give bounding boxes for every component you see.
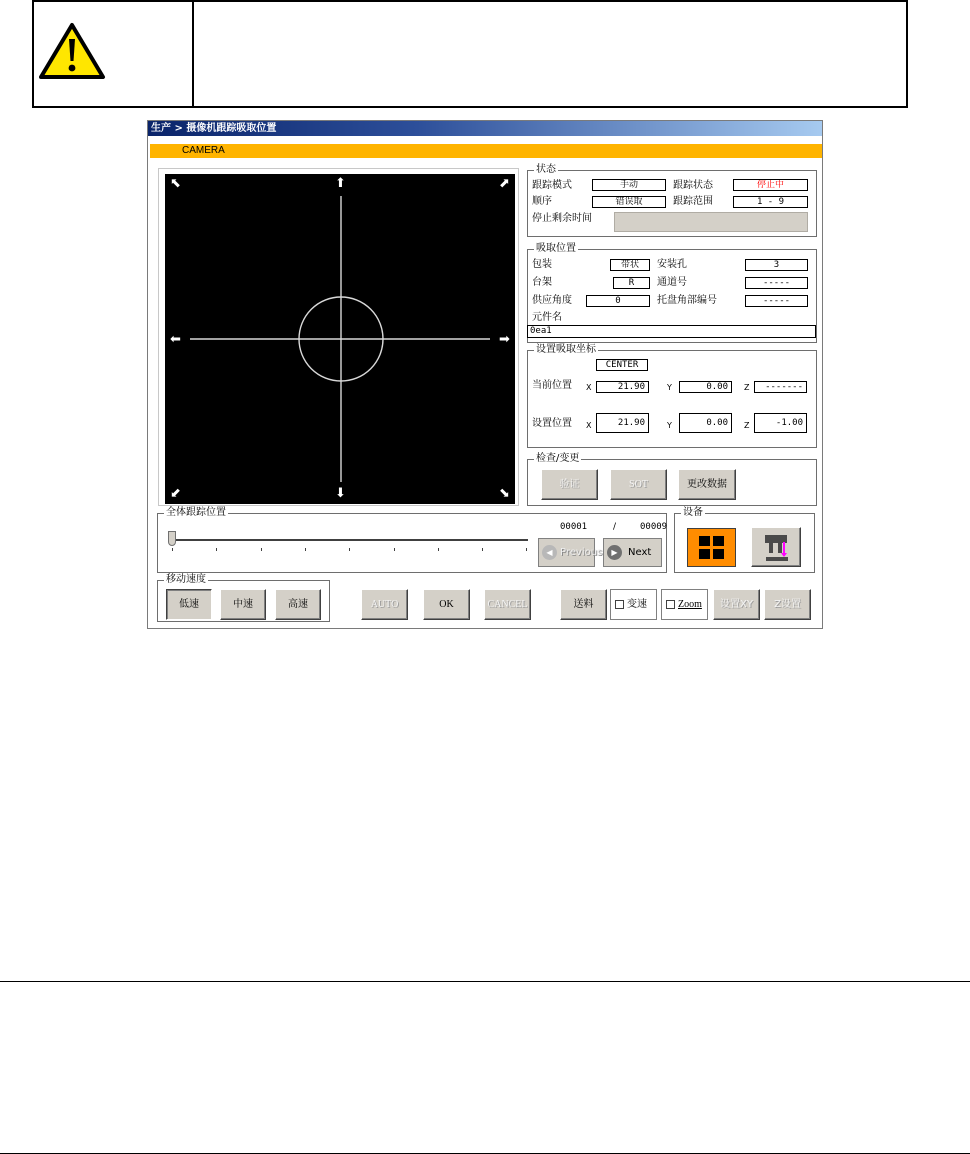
mount-hole-value: 3 (745, 259, 808, 271)
set-y-axis-label: Y (667, 421, 672, 430)
change-data-button[interactable]: 更改数据 (678, 469, 736, 500)
tracking-total: 00009 (640, 522, 668, 532)
tracking-slider-tick (261, 548, 262, 551)
tray-corner-value: ----- (745, 295, 808, 307)
move-right-icon[interactable]: ➡ (499, 332, 510, 347)
overall-tracking-title: 全体跟踪位置 (166, 507, 226, 518)
tracking-slider-tick (172, 548, 173, 551)
tracking-slider-thumb[interactable] (168, 531, 176, 546)
center-value: CENTER (596, 359, 648, 371)
order-value: 错误取 (592, 196, 666, 208)
set-z-button[interactable]: Z设置 (764, 589, 811, 620)
ok-button[interactable]: OK (423, 589, 470, 620)
warning-box (32, 0, 908, 108)
set-z-axis-label: Z (744, 421, 750, 430)
move-down-left-icon[interactable]: ⬋ (170, 486, 181, 501)
remaining-time-label: 停止剩余时间 (532, 213, 592, 224)
high-speed-button[interactable]: 高速 (275, 589, 321, 620)
rack-label: 台架 (532, 277, 552, 288)
channel-label: 通道号 (657, 277, 687, 288)
remaining-time-value (614, 212, 808, 232)
tracking-state-value: 停止中 (733, 179, 808, 191)
current-y-value: 0.00 (679, 381, 732, 393)
mount-hole-label: 安装孔 (657, 259, 687, 270)
tracking-range-label: 跟踪范围 (673, 196, 713, 207)
status-group-title: 状态 (536, 164, 556, 175)
camera-banner: CAMERA (150, 144, 822, 158)
current-x-value: 21.90 (596, 381, 649, 393)
feed-button[interactable]: 送料 (560, 589, 607, 620)
feed-angle-label: 供应角度 (532, 295, 572, 306)
tracking-slider-track (171, 539, 528, 541)
set-xy-button[interactable]: 设置XY (713, 589, 760, 620)
package-label: 包装 (532, 259, 552, 270)
move-up-icon[interactable]: ⬆ (335, 176, 346, 191)
tracking-mode-label: 跟踪模式 (532, 180, 572, 191)
crosshair (165, 174, 515, 504)
zoom-checkbox[interactable] (666, 600, 675, 609)
set-x-input[interactable]: 21.90 (596, 413, 649, 433)
tracking-slider-tick (438, 548, 439, 551)
tracking-slider-tick (526, 548, 527, 551)
window-title: 生产 > 摄像机跟踪吸取位置 (148, 121, 822, 136)
zoom-label: Zoom (678, 599, 702, 610)
coords-group (527, 344, 817, 448)
next-button[interactable] (603, 538, 662, 567)
part-name-label: 元件名 (532, 312, 562, 323)
coords-group-title: 设置吸取坐标 (536, 344, 596, 355)
variable-speed-checkbox[interactable] (615, 600, 624, 609)
tray-corner-label: 托盘角部编号 (657, 295, 717, 306)
pickup-group-title: 吸取位置 (536, 243, 576, 254)
nozzle-head-icon (752, 528, 800, 566)
move-up-right-icon[interactable]: ⬈ (499, 176, 510, 191)
previous-icon: ◀ (542, 545, 557, 560)
tracking-slider-tick (394, 548, 395, 551)
current-position-label: 当前位置 (532, 380, 572, 391)
device-group-title: 设备 (683, 507, 703, 518)
set-x-axis-label: X (586, 421, 592, 430)
part-name-value: 0ea1 (527, 325, 816, 338)
set-y-input[interactable]: 0.00 (679, 413, 732, 433)
move-down-icon[interactable]: ⬇ (335, 486, 346, 501)
speed-group-title: 移动速度 (166, 574, 206, 585)
current-x-axis-label: X (586, 383, 592, 392)
tracking-mode-value: 手动 (592, 179, 666, 191)
channel-value: ----- (745, 277, 808, 289)
set-position-label: 设置位置 (532, 418, 572, 429)
move-left-icon[interactable]: ⬅ (170, 332, 181, 347)
quad-grid-icon (687, 528, 736, 567)
feed-angle-value: 0 (586, 295, 650, 307)
order-label: 顺序 (532, 196, 552, 207)
current-z-value: ------- (754, 381, 807, 393)
next-icon: ▶ (607, 545, 622, 560)
current-y-axis-label: Y (667, 383, 672, 392)
tracking-slider-tick (216, 548, 217, 551)
camera-device-button[interactable] (687, 528, 736, 567)
tracking-index-separator: / (613, 522, 617, 532)
tracking-range-value: 1 - 9 (733, 196, 808, 208)
variable-speed-toggle[interactable] (610, 589, 657, 620)
previous-button[interactable] (538, 538, 603, 567)
verify-button[interactable]: 验证 (541, 469, 598, 500)
package-value: 带状 (610, 259, 650, 271)
warning-icon (38, 22, 106, 80)
previous-label: Previous (560, 547, 603, 558)
rack-value: R (613, 277, 650, 289)
warning-icon-cell (34, 2, 194, 106)
camera-view[interactable] (165, 174, 515, 504)
head-device-button[interactable] (751, 527, 801, 567)
mid-speed-button[interactable]: 中速 (220, 589, 266, 620)
cancel-button[interactable]: CANCEL (484, 589, 531, 620)
auto-button[interactable]: AUTO (361, 589, 408, 620)
tracking-slider-tick (349, 548, 350, 551)
tracking-slider-tick (482, 548, 483, 551)
sot-button[interactable]: SOT (610, 469, 667, 500)
tracking-state-label: 跟踪状态 (673, 180, 713, 191)
tracking-current-index: 00001 (560, 522, 588, 532)
page-divider (0, 981, 970, 982)
tracking-slider-tick (305, 548, 306, 551)
move-up-left-icon[interactable]: ⬉ (170, 176, 181, 191)
variable-speed-label: 变速 (627, 599, 647, 610)
next-label: Next (628, 547, 652, 558)
zoom-toggle[interactable] (661, 589, 708, 620)
set-z-input[interactable]: -1.00 (754, 413, 807, 433)
check-group-title: 检查/变更 (536, 453, 580, 464)
move-down-right-icon[interactable]: ⬊ (499, 486, 510, 501)
current-z-axis-label: Z (744, 383, 750, 392)
low-speed-button[interactable]: 低速 (166, 589, 212, 620)
